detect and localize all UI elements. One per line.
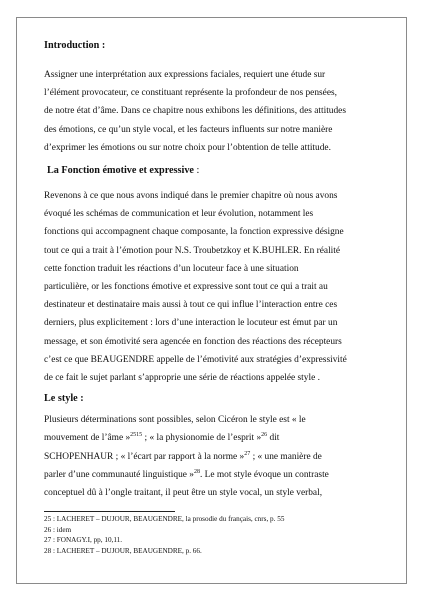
footnote: 27 : FONAGY.I, pp, 10,11. <box>44 536 123 544</box>
fonction-line: fonctions qui accompagnent chaque composante, la fonction expressive désigne <box>44 227 344 238</box>
footnote: 28 : LACHERET – DUJOUR, BEAUGENDRE, p. 66. <box>44 546 202 555</box>
document-body <box>44 40 383 502</box>
style-text: SCHOPENHAUR ; « l’écart par rapport à la norme » <box>44 451 245 462</box>
fonction-heading-colon: : <box>193 165 200 177</box>
intro-line: Assigner une interprétation aux expressions faciales, requiert une étude sur <box>44 70 326 80</box>
footnotes <box>44 511 383 556</box>
fonction-line: particulière, or les fonctions émotive et expressive sont tout ce qui a trait au <box>44 282 328 293</box>
fonction-line: évoqué les schémas de communication et leur évolution, notamment les <box>44 209 314 220</box>
style-text: parler d’une communauté linguistique » <box>44 469 194 480</box>
style-text: ; « la physionomie de l’esprit » <box>142 433 262 444</box>
style-line: Plusieurs déterminations sont possibles, selon Cicéron le style est « le <box>44 415 306 426</box>
footnote: 26 : idem <box>44 525 72 534</box>
fonction-line: c’est ce que BEAUGENDRE appelle de l’émotivité aux stratégies d’expressivité <box>44 354 347 365</box>
fonction-heading-text: La Fonction émotive et expressive <box>47 165 194 177</box>
intro-line: de notre état d’âme. Dans ce chapitre nous exhibons les définitions, des attitudes <box>44 106 346 117</box>
intro-heading: Introduction : <box>44 40 106 51</box>
fonction-line: cette fonction traduit les réactions d’un locuteur face à une situation <box>44 263 299 274</box>
intro-paragraph <box>44 66 383 157</box>
footnote: 25 : LACHERET – DUJOUR, BEAUGENDRE, la prosodie du français, cnrs, p. 55 <box>44 515 285 523</box>
style-heading: Le style : <box>44 393 84 405</box>
intro-line: des émotions, ce qu’un style vocal, et les facteurs influents sur notre manière <box>44 124 333 135</box>
style-line <box>44 429 383 447</box>
footnote-ref: 2515 <box>130 432 143 439</box>
intro-line: d’exprimer les émotions ou sur notre choix pour l’obtention de telle attitude. <box>44 142 331 153</box>
style-line <box>44 448 383 466</box>
footnote-ref: 27 <box>244 450 251 457</box>
fonction-paragraph <box>44 187 383 387</box>
fonction-line: tout ce qui a trait à l’émotion pour N.S. Troubetzkoy et K.BUHLER. En réalité <box>44 245 341 256</box>
style-text: . Le mot style évoque un contraste <box>199 469 329 480</box>
fonction-line: Revenons à ce que nous avons indiqué dans le premier chapitre où nous avons <box>44 191 338 202</box>
fonction-line: message, et son émotivité sera agencée en fonction des réactions des récepteurs <box>44 336 342 347</box>
fonction-line: de ce fait le sujet parlant s’approprie une série de réactions appelée style . <box>44 373 320 384</box>
style-line <box>44 466 383 484</box>
style-text: mouvement de l’âme » <box>44 433 131 444</box>
intro-line: l’élément provocateur, ce constituant représente la profondeur de nos pensées, <box>44 88 337 99</box>
style-text: dit <box>267 433 280 444</box>
footnote-ref: 28 <box>193 468 200 475</box>
fonction-line: derniers, plus explicitement : lors d’une interaction le locuteur est émut par un <box>44 318 338 329</box>
footnote-rule <box>44 511 175 512</box>
footnote-ref: 26 <box>261 432 268 439</box>
style-line: conceptuel dû à l’ongle traitant, il peut être un style vocal, un style verbal, <box>44 488 323 499</box>
style-text: ; « une manière de <box>250 451 322 462</box>
style-paragraph <box>44 411 383 502</box>
fonction-line: destinateur et destinataire mais aussi à tout ce qui influe l’interaction entre ces <box>44 300 338 311</box>
fonction-heading <box>44 165 383 177</box>
